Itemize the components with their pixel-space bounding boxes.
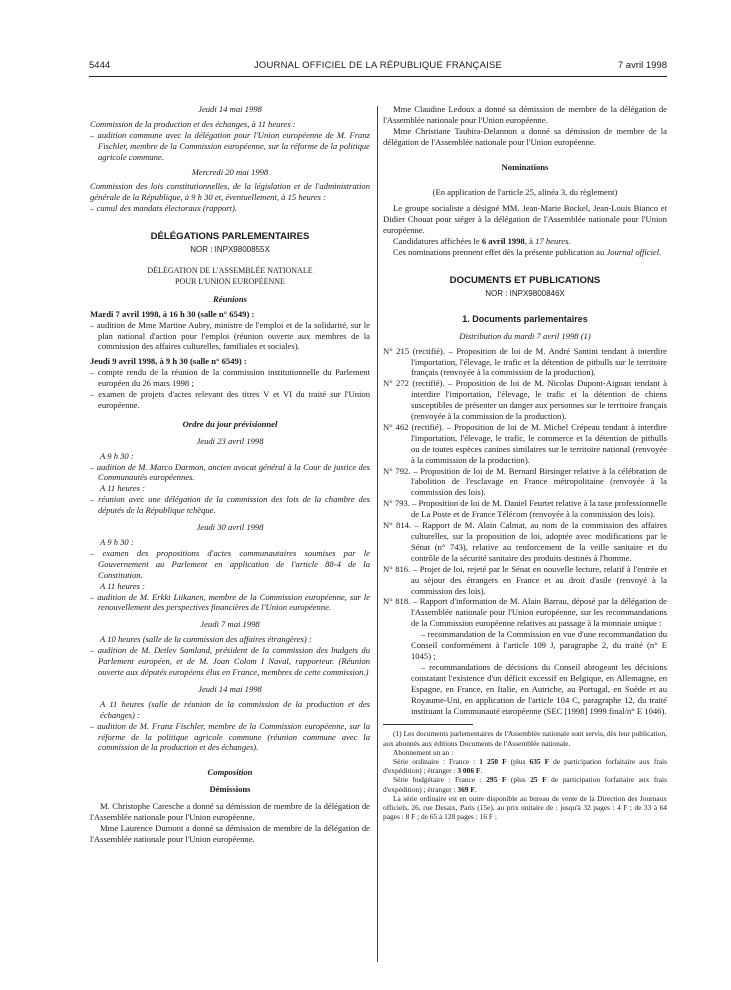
distribution-date: Distribution du mardi 7 avril 1998 (1) (459, 330, 591, 341)
footnote: La série ordinaire est en outre disponible au bureau de vente de la Direction des Journaux officiels, 26, rue Desaix, Paris (15e), au prix unitaire de : jusqu'à 32 pages : 4 F ; de 33 à 64 pages : 8 F ; de 65 à 128 pages : 16 F ; (383, 793, 667, 822)
journal-name: Journal officiel. (606, 247, 662, 258)
nomination-text: Le groupe socialiste a désigné MM. Jean-Marie Bockel, Jean-Louis Bianco et Didier Chouat pour siéger à la délégation de l'Assemblée nationale pour l'Union européenne. (383, 203, 667, 236)
time-heading: A 11 heures (salle de réunion de la commission de la production et des échanges) : (100, 698, 370, 720)
delegation-name: DÉLÉGATION DE L'ASSEMBLÉE NATIONALE (147, 265, 313, 275)
agenda-item: – audition de M. Franz Fischler, membre de la Commission européenne, sur la réforme de la politique agricole commune (réunion commune avec la commission de la production et des échanges). (90, 720, 370, 753)
document-item: N° 462 (rectifié). – Proposition de loi de M. Michel Crépeau tendant à interdire l'importation, l'élevage, le trafic, le commerce et la détention de pitbulls ou de toutes espèces canines similaires sur le territoire national (renvoyée à la commission de la production). (383, 421, 667, 465)
agenda-item: – audition de M. Marco Darmon, ancien avocat général à la Cour de justice des Communautés européennes. (90, 461, 370, 483)
resignation-notice: Mme Claudine Ledoux a donné sa démission de membre de la délégation de l'Assemblée nationale pour l'Union européenne. (383, 104, 667, 125)
price: 295 F (486, 775, 507, 785)
text-span: . (480, 766, 483, 776)
nomination-effect (383, 247, 667, 258)
journal-title: JOURNAL OFFICIEL DE LA RÉPUBLIQUE FRANÇAISE (253, 60, 503, 71)
meeting-heading: Commission de la production et des échanges, à 11 heures : (90, 118, 296, 129)
meeting-heading: Jeudi 9 avril 1998, à 9 h 30 (salle n° 6549) : (90, 356, 247, 367)
document-item: N° 818. – Rapport d'information de M. Alain Barrau, déposé par la délégation de l'Assemblée nationale pour l'Union européenne, sur les recommandations de la Commission européenne relatives au passage à la monnaie unique : (383, 596, 667, 629)
time-heading: A 9 h 30 : (100, 450, 134, 461)
resignation-notice: Mme Christiane Taubira-Delannon a donné sa démission de membre de la délégation de l'Assemblée nationale pour l'Union européenne. (383, 125, 667, 147)
document-subitem: – recommandations de décisions du Conseil abrogeant les décisions constatant l'existence d'un déficit excessif en Belgique, en Allemagne, en Espagne, en France, en Italie, en Autriche, au Portugal, en Suède et au Royaume-Uni, en application de l'article 104 C, paragraphe 12, du traité instituant la Communauté européenne (SEC [1998] 1999 final/n° E 1046). (411, 661, 667, 716)
footnote: Abonnement un an : (393, 747, 454, 757)
subsection-title: 1. Documents parlementaires (462, 313, 588, 324)
text-span: Ces nominations prennent effet dès la présente publication au (393, 247, 607, 258)
meeting-date: Jeudi 14 mai 1998 (198, 683, 262, 694)
meeting-heading: Commission des lois constitutionnelles, de la législation et de l'administration générale de la République, à 9 h 30 et, éventuellement, à 15 heures : (90, 181, 370, 203)
meeting-date: Mercredi 20 mai 1998 (191, 166, 269, 177)
bold-date: 6 avril 1998 (481, 236, 525, 247)
meeting-date: Jeudi 23 avril 1998 (196, 435, 264, 446)
footnote-rule (383, 724, 473, 725)
section-title-delegations: DÉLÉGATIONS PARLEMENTAIRES (150, 231, 310, 243)
page-number: 5444 (89, 60, 111, 71)
left-column (90, 104, 370, 845)
document-item: N° 814. – Rapport de M. Alain Calmat, au nom de la commission des affaires culturelles, sur la proposition de loi, adoptée avec modifications par le Sénat (n° 743), relative au renforcement de la veille sanitaire et du contrôle de la sécurité sanitaire des produits destinés à l'homme. (383, 520, 667, 563)
meeting-date: Jeudi 30 avril 1998 (196, 522, 264, 533)
text-span: de participation forfaitaire aux frais d'expédition) ; étranger : (383, 757, 667, 776)
price: 1 250 F (479, 757, 507, 767)
time-heading: A 10 heures (salle de la commission des affaires étrangères) : (100, 634, 312, 645)
text-span: Série ordinaire : France : (393, 757, 480, 767)
agenda-item: – examen de projets d'actes relevant des titres V et VI du traité sur l'Union européenne. (90, 389, 370, 410)
price: 635 F (529, 757, 550, 767)
text-span: de participation forfaitaire aux frais d'expédition) ; étranger : (383, 775, 667, 794)
footnote: (1) Les documents parlementaires de l'Assemblée nationale sont servis, dès leur publication, aux abonnés aux éditions Documents de l'Assemblée nationale. (383, 729, 667, 748)
agenda-item: – compte rendu de la réunion de la commission institutionnelle du Parlement européen du 26 mars 1998 ; (90, 367, 370, 389)
italic-time: 17 heures. (535, 236, 571, 247)
text-span: . (474, 784, 477, 794)
right-column (383, 104, 667, 821)
meeting-date: Jeudi 7 mai 1998 (200, 619, 260, 630)
price: 369 F (457, 784, 475, 794)
text-span: (plus (506, 757, 530, 767)
meeting-date: Jeudi 14 mai 1998 (198, 104, 262, 114)
agenda-item: – audition commune avec la délégation pour l'Union européenne de M. Franz Fischler, membre de la Commission européenne, sur la réforme de la politique agricole commune. (90, 129, 370, 162)
agenda-item: – cumul des mandats électoraux (rapport). (90, 203, 238, 214)
document-item: N° 215 (rectifié). – Proposition de loi de M. André Santini tendant à interdire l'importation, l'élevage, le trafic et la détention de pitbulls sur le territoire français (renvoyée à la commission de la production). (383, 345, 667, 378)
header-rule (89, 76, 667, 77)
text-span: (plus (506, 775, 531, 785)
nomination-rule-reference: (En application de l'article 25, alinéa 3, du règlement) (432, 186, 618, 197)
agenda-item: – audition de M. Detlev Samland, président de la commission des budgets du Parlement européen, et de M. Joan Colom I Naval, rapporteur. (Réunion ouverte aux députés européens élus en France, membres de cette commission.) (90, 645, 370, 677)
meeting-heading: Mardi 7 avril 1998, à 16 h 30 (salle n° 6549) : (90, 308, 255, 319)
text-span: , à (524, 236, 536, 247)
document-subitem: – recommandation de la Commission en vue d'une recommandation du Conseil conformément à l'article 109 J, paragraphe 2, du traité (n° E 1045) ; (411, 629, 667, 661)
time-heading: A 11 heures : (100, 483, 145, 494)
price: 25 F (530, 775, 547, 785)
document-item: N° 272 (rectifié). – Proposition de loi de M. Nicolas Dupont-Aignan tendant à interdire l'importation, l'élevage, le trafic et la détention de chiens susceptibles de présenter un danger aux personnes sur le territoire français (renvoyée à la commission de la production). (383, 378, 667, 422)
nomination-candidatures (383, 236, 667, 247)
delegation-name: POUR L'UNION EUROPÉENNE (175, 276, 285, 286)
text-span: Candidatures affichées le (393, 236, 482, 247)
nor-reference: NOR : INPX9800855X (190, 245, 270, 255)
document-item: N° 816. – Projet de loi, rejeté par le Sénat en nouvelle lecture, relatif à l'entrée et au séjour des étrangers en France et au droit d'asile (renvoyé à la commission des lois). (383, 563, 667, 596)
issue-date: 7 avril 1998 (617, 60, 667, 71)
section-title-documents: DOCUMENTS ET PUBLICATIONS (449, 274, 601, 286)
footnote (383, 757, 667, 775)
time-heading: A 11 heures : (100, 580, 145, 591)
subsection-title: Ordre du jour prévisionnel (182, 418, 278, 429)
subsection-title: Nominations (501, 161, 549, 172)
subsection-title: Réunions (213, 293, 247, 304)
resignation-notice: Mme Laurence Dumont a donné sa démission de membre de la délégation de l'Assemblée nationale pour l'Union européenne. (90, 822, 370, 844)
agenda-item: – audition de M. Erkki Liikanen, membre de la Commission européenne, sur le renouvellement des perspectives financières de l'Union européenne. (90, 591, 370, 613)
subsection-title: Composition (207, 767, 253, 778)
text-span: Série budgétaire : France : (393, 775, 487, 785)
nor-reference: NOR : INPX9800846X (485, 288, 565, 298)
document-item: N° 793. – Proposition de loi de M. Daniel Feurtet relative à la taxe professionnelle de La Poste et de France Télécom (renvoyée à la commission des lois). (383, 498, 667, 520)
document-item: N° 792. – Proposition de loi de M. Bernard Birsinger relative à la célébration de l'abolition de l'esclavage en France métropolitaine (renvoyée à la commission des lois). (383, 465, 667, 498)
resignation-notice: M. Christophe Caresche a donné sa démission de membre de la délégation de l'Assemblée nationale pour l'Union européenne. (90, 801, 370, 823)
price: 3 006 F (457, 766, 481, 776)
footnote (383, 775, 667, 793)
time-heading: A 9 h 30 : (100, 537, 134, 547)
page-header (89, 60, 667, 74)
agenda-item: – examen des propositions d'actes communautaires soumises par le Gouvernement au Parlement en application de l'article 88-4 de la Constitution. (90, 547, 370, 580)
column-divider (377, 106, 378, 962)
agenda-item: – audition de Mme Martine Aubry, ministre de l'emploi et de la solidarité, sur le plan national d'action pour l'emploi (réunion ouverte aux membres de la commission des affaires culturelles, familiales et sociales). (90, 319, 370, 352)
subsection-title: Démissions (209, 784, 251, 795)
agenda-item: – réunion avec une délégation de la commission des lois de la chambre des députés de la République tchèque. (90, 494, 370, 516)
